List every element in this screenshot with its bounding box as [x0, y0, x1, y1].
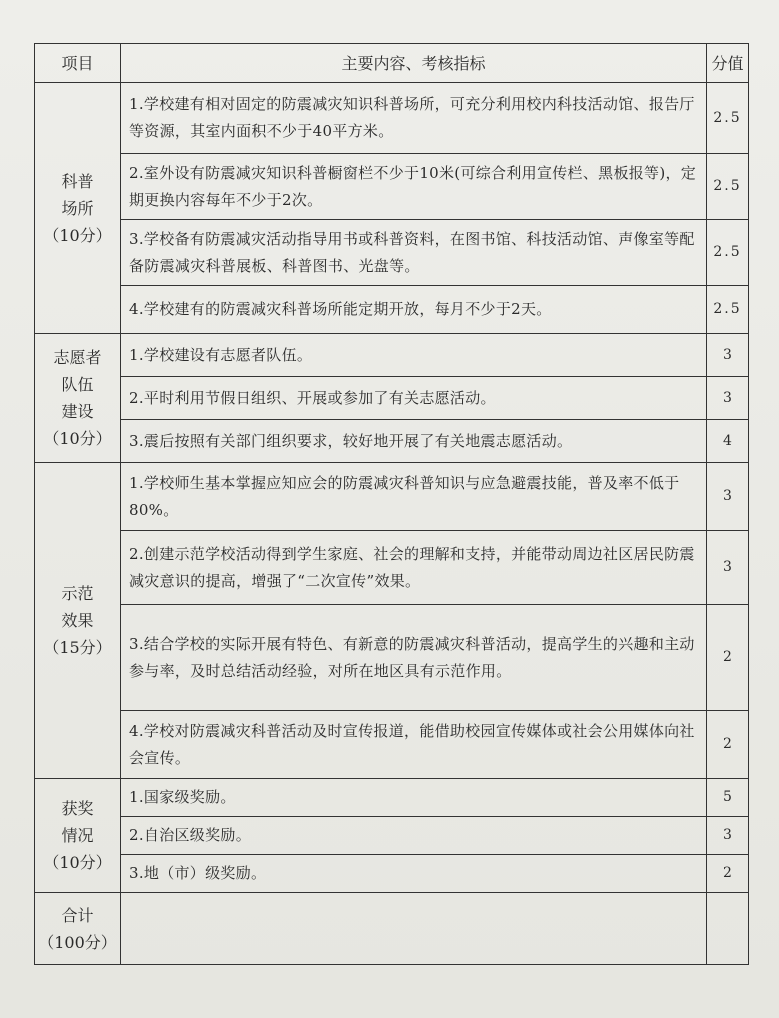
table-row [35, 420, 749, 463]
score-value: 3 [707, 377, 749, 420]
table-row [35, 286, 749, 334]
criterion-text: 2.创建示范学校活动得到学生家庭、社会的理解和支持，并能带动周边社区居民防震减灾意识的提高，增强了“二次宣传”效果。 [121, 531, 707, 605]
score-value: 2.5 [707, 83, 749, 154]
score-value: 2.5 [707, 154, 749, 220]
criterion-text: 2.平时利用节假日组织、开展或参加了有关志愿活动。 [121, 377, 707, 420]
table-row [35, 779, 749, 817]
header-project: 项目 [35, 44, 121, 83]
category-line: 科普 [61, 171, 94, 191]
total-row [35, 893, 749, 965]
category-volunteer-team [35, 334, 121, 463]
category-science-venue [35, 83, 121, 334]
assessment-table [34, 43, 749, 965]
table-row [35, 531, 749, 605]
category-demo-effect [35, 463, 121, 779]
table-row [35, 83, 749, 154]
total-content [121, 893, 707, 965]
criterion-text: 4.学校对防震减灾科普活动及时宣传报道，能借助校园宣传媒体或社会公用媒体向社会宣传。 [121, 711, 707, 779]
criterion-text: 3.震后按照有关部门组织要求，较好地开展了有关地震志愿活动。 [121, 420, 707, 463]
table-row [35, 220, 749, 286]
header-score: 分值 [707, 44, 749, 83]
table-row [35, 711, 749, 779]
score-value: 3 [707, 531, 749, 605]
category-line: 合计 [61, 905, 94, 925]
score-value: 2.5 [707, 220, 749, 286]
criterion-text: 3.地（市）级奖励。 [121, 855, 707, 893]
score-value: 2.5 [707, 286, 749, 334]
category-line: （10分） [43, 429, 112, 448]
score-value: 2 [707, 855, 749, 893]
category-line: 场所 [61, 198, 94, 218]
category-line: （100分） [38, 932, 117, 952]
category-total [35, 893, 121, 965]
category-line: （15分） [43, 638, 112, 657]
table-row [35, 605, 749, 711]
criterion-text: 3.学校备有防震减灾活动指导用书或科普资料，在图书馆、科技活动馆、声像室等配备防震减灾科普展板、科普图书、光盘等。 [121, 220, 707, 286]
table-row [35, 463, 749, 531]
table-row [35, 154, 749, 220]
table-row [35, 377, 749, 420]
category-line: 志愿者 [53, 348, 102, 367]
category-line: （10分） [43, 853, 112, 872]
category-line: 获奖 [61, 799, 94, 818]
criterion-text: 2.室外设有防震减灾知识科普橱窗栏不少于10米(可综合利用宣传栏、黑板报等)，定期更换内容每年不少于2次。 [121, 154, 707, 220]
criterion-text: 1.国家级奖励。 [121, 779, 707, 817]
table-row [35, 334, 749, 377]
score-value: 5 [707, 779, 749, 817]
criterion-text: 1.学校建有相对固定的防震减灾知识科普场所，可充分利用校内科技活动馆、报告厅等资源，其室内面积不少于40平方米。 [121, 83, 707, 154]
criterion-text: 3.结合学校的实际开展有特色、有新意的防震减灾科普活动，提高学生的兴趣和主动参与率，及时总结活动经验，对所在地区具有示范作用。 [121, 605, 707, 711]
category-line: 情况 [61, 826, 94, 845]
score-value: 3 [707, 817, 749, 855]
header-row [35, 44, 749, 83]
score-value: 3 [707, 463, 749, 531]
category-line: 建设 [61, 402, 94, 421]
table-row [35, 817, 749, 855]
header-content: 主要内容、考核指标 [121, 44, 707, 83]
table-row [35, 855, 749, 893]
category-line: 效果 [61, 611, 94, 630]
category-awards [35, 779, 121, 893]
category-line: （10分） [43, 225, 112, 245]
category-line: 队伍 [61, 375, 94, 394]
criterion-text: 2.自治区级奖励。 [121, 817, 707, 855]
criterion-text: 4.学校建有的防震减灾科普场所能定期开放，每月不少于2天。 [121, 286, 707, 334]
score-value: 2 [707, 711, 749, 779]
criterion-text: 1.学校师生基本掌握应知应会的防震减灾科普知识与应急避震技能，普及率不低于80%。 [121, 463, 707, 531]
criterion-text: 1.学校建设有志愿者队伍。 [121, 334, 707, 377]
total-score [707, 893, 749, 965]
category-line: 示范 [61, 584, 94, 603]
score-value: 2 [707, 605, 749, 711]
score-value: 4 [707, 420, 749, 463]
score-value: 3 [707, 334, 749, 377]
